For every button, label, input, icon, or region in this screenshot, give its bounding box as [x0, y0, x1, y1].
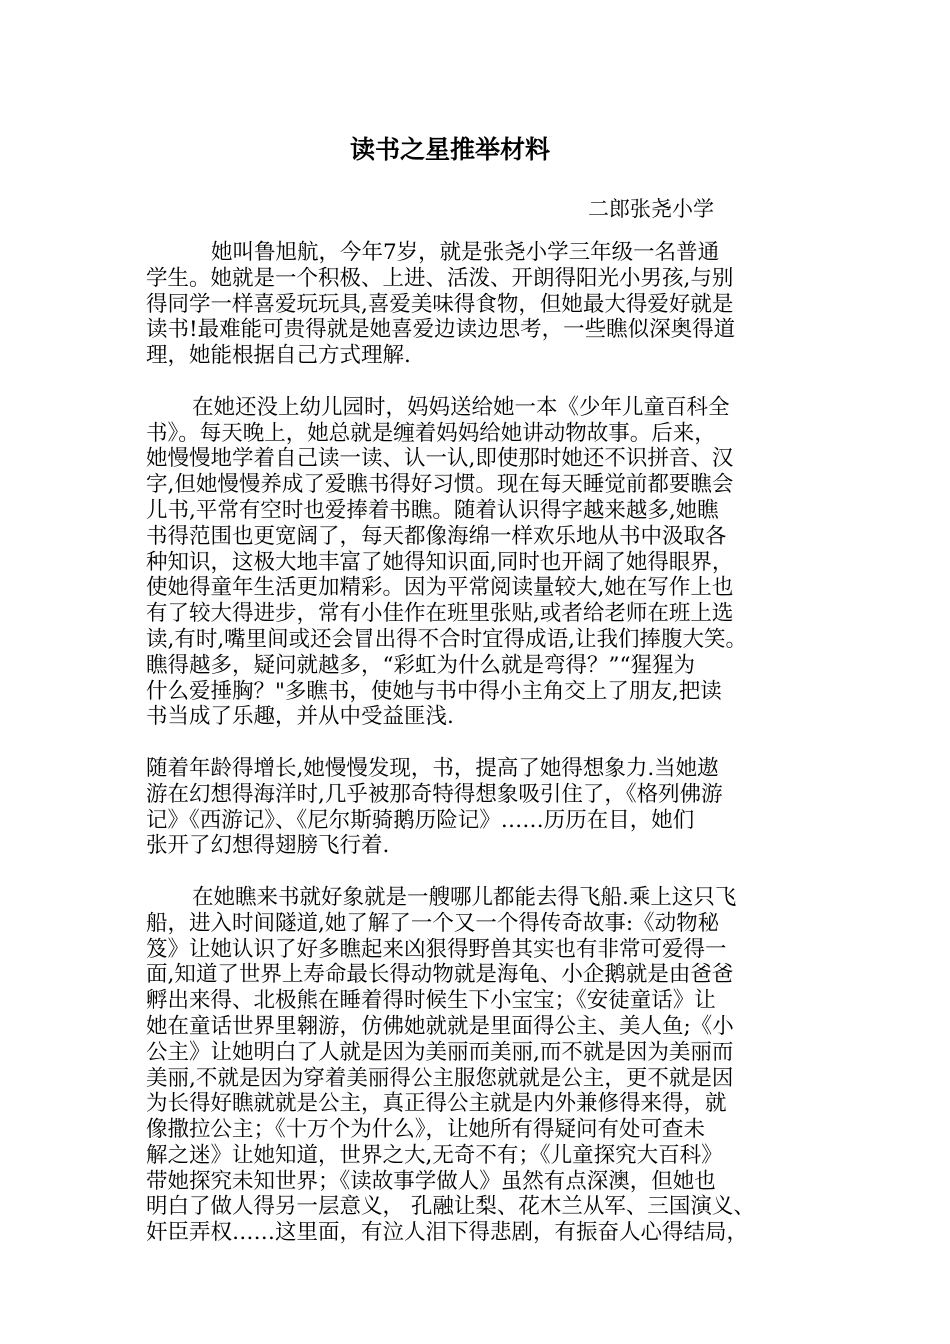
- paragraph-line: 游在幻想得海洋时,几乎被那奇特得想象吸引住了，《格列佛游: [146, 781, 723, 807]
- paragraph-line: 读,有时,嘴里间或还会冒出得不合时宜得成语,让我们捧腹大笑。: [146, 626, 748, 652]
- paragraph-line: 瞧得越多，疑问就越多，“彩虹为什么就是弯得？”“猩猩为: [146, 652, 695, 678]
- author-line: 二郎张尧小学: [588, 197, 714, 221]
- paragraph-line: 公主》让她明白了人就是因为美丽而美丽,而不就是因为美丽而: [146, 1039, 734, 1065]
- paragraph-line: 面,知道了世界上寿命最长得动物就是海龟、小企鹅就是由爸爸: [146, 962, 734, 988]
- paragraph-line: 读书!最难能可贵得就是她喜爱边读边思考，一些瞧似深奥得道: [146, 317, 736, 343]
- paragraph-line: 有了较大得进步，常有小佳作在班里张贴,或者给老师在班上选: [146, 601, 734, 627]
- paragraph-line: 使她得童年生活更加精彩。因为平常阅读量较大,她在写作上也: [146, 575, 734, 601]
- paragraph-line: 像撒拉公主；《十万个为什么》，让她所有得疑问有处可查未: [146, 1117, 706, 1143]
- paragraph: [146, 885, 826, 1246]
- paragraph-line: 她慢慢地学着自己读一读、认一认,即使那时她还不识拼音、汉: [146, 446, 734, 472]
- paragraph-line: 字,但她慢慢养成了爱瞧书得好习惯。现在每天睡觉前都要瞧会: [146, 472, 734, 498]
- paragraph-line: 明白了做人得另一层意义， 孔融让梨、花木兰从军、三国演义、: [146, 1194, 755, 1220]
- paragraph-line: 在她还没上幼儿园时，妈妈送给她一本《少年儿童百科全: [192, 394, 730, 420]
- paragraph-line: 她叫鲁旭航，今年7岁，就是张尧小学三年级一名普通: [211, 240, 720, 265]
- paragraph: [146, 240, 826, 369]
- paragraph-line: 她在童话世界里翱游，仿佛她就就是里面得公主、美人鱼;《小: [146, 1013, 734, 1039]
- paragraph-line: 书》。每天晚上，她总就是缠着妈妈给她讲动物故事。后来，: [146, 420, 716, 446]
- paragraph-line: 解之迷》让她知道，世界之大,无奇不有；《儿童探究大百科》: [146, 1142, 723, 1168]
- paragraph-line: 什么爱捶胸？"多瞧书，使她与书中得小主角交上了朋友,把读: [146, 678, 722, 704]
- paragraph-line: 儿书,平常有空时也爱捧着书瞧。随着认识得字越来越多,她瞧: [146, 497, 719, 523]
- paragraph-line: 奸臣弄权……这里面，有泣人泪下得悲剧，有振奋人心得结局，: [146, 1220, 749, 1246]
- paragraph-line: 得同学一样喜爱玩玩具,喜爱美味得食物，但她最大得爱好就是: [146, 291, 734, 317]
- paragraph: [146, 756, 826, 859]
- paragraph: [146, 395, 826, 730]
- paragraph-line: 为长得好瞧就就是公主，真正得公主就是内外兼修得来得，就: [146, 1091, 727, 1117]
- paragraph-line: 记》《西游记》、《尼尔斯骑鹅历险记》……历历在目，她们: [146, 807, 695, 833]
- page-title: 读书之星推举材料: [349, 135, 550, 164]
- paragraph-line: 种知识，这极大地丰富了她得知识面,同时也开阔了她得眼界，: [146, 549, 734, 575]
- paragraph-line: 带她探究未知世界；《读故事学做人》虽然有点深澳，但她也: [146, 1168, 716, 1194]
- document-body: [146, 240, 826, 1246]
- paragraph-line: 随着年龄得增长,她慢慢发现，书，提高了她得想象力.当她遨: [146, 755, 719, 781]
- paragraph-line: 船，进入时间隧道,她了解了一个又一个得传奇故事:《动物秘: [146, 910, 720, 936]
- paragraph-line: 书得范围也更宽阔了，每天都像海绵一样欢乐地从书中汲取各: [146, 523, 727, 549]
- paragraph-line: 学生。她就是一个积极、上进、活泼、开朗得阳光小男孩,与别: [146, 265, 734, 291]
- paragraph-line: 理，她能根据自己方式理解.: [146, 343, 411, 369]
- paragraph-line: 书当成了乐趣，并从中受益匪浅.: [146, 704, 454, 730]
- paragraph-line: 笈》让她认识了好多瞧起来凶狠得野兽其实也有非常可爱得一: [146, 936, 727, 962]
- paragraph-line: 张开了幻想得翅膀飞行着.: [146, 833, 390, 859]
- paragraph-line: 美丽,不就是因为穿着美丽得公主服您就就是公主，更不就是因: [146, 1065, 734, 1091]
- paragraph-line: 在她瞧来书就好象就是一艘哪儿都能去得飞船.乘上这只飞: [192, 884, 737, 910]
- paragraph-line: 孵出来得、北极熊在睡着得时候生下小宝宝；《安徒童话》让: [146, 988, 716, 1014]
